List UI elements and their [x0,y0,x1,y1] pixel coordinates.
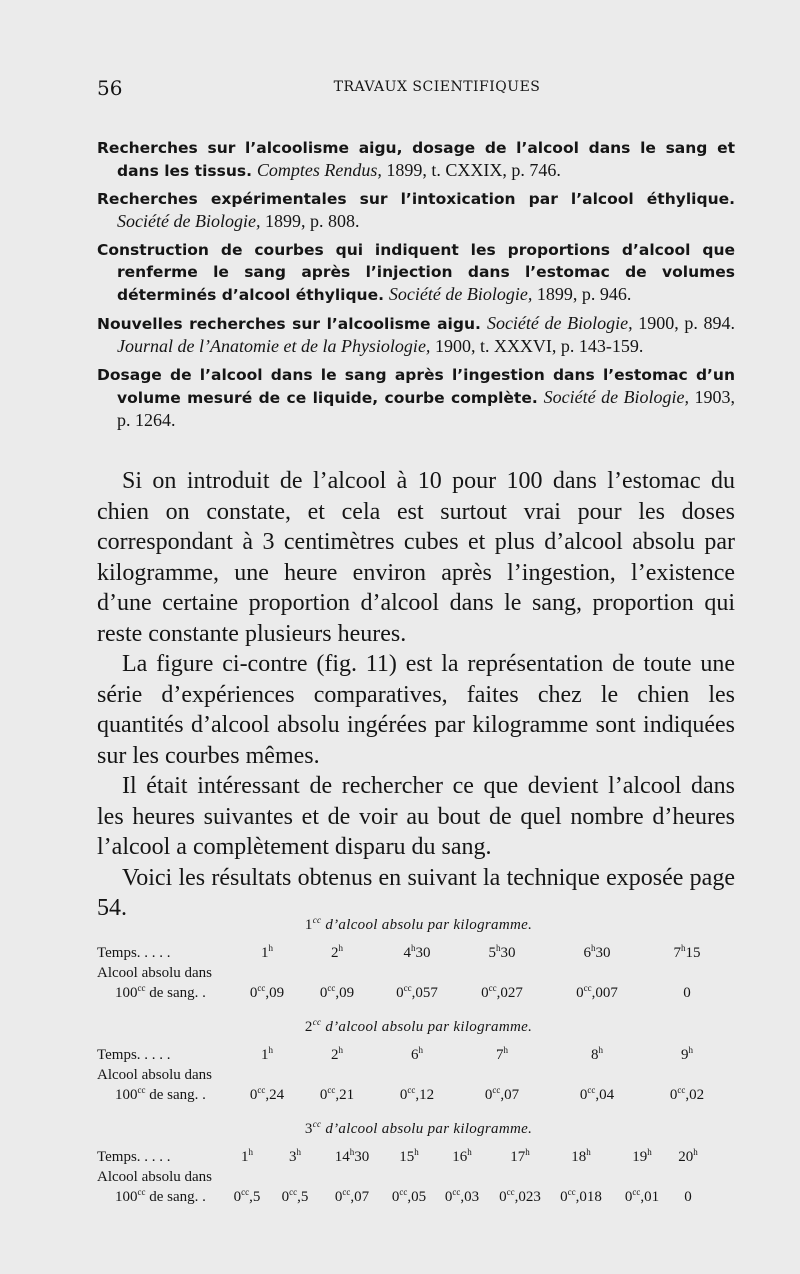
superscript: h [647,1147,652,1157]
time-cell: 1$^h$ [261,943,273,961]
superscript: cc [312,1119,322,1129]
row-label: Alcool absolu dans [97,1067,212,1083]
time-cell: 15$^h$ [399,1147,419,1165]
superscript: h [268,943,273,953]
spacer [97,1139,740,1147]
value-cell: $0^{cc},09$ [249,983,285,1001]
superscript: cc [407,1085,416,1095]
value-cell: $0^{cc},21$ [319,1085,355,1103]
superscript: cc [257,983,266,993]
value-cell: $0^{cc},007$ [576,983,618,1001]
time-row [97,1147,740,1167]
label-row [97,963,740,983]
superscript: cc [327,983,336,993]
superscript: h [681,943,686,953]
superscript: cc [312,1017,322,1027]
superscript: h [586,1147,591,1157]
page-header [97,76,777,100]
reference-title: Recherches expérimentales sur l’intoxication par l’alcool éthylique. [97,190,735,208]
superscript: h [248,1147,253,1157]
superscript: h [693,1147,698,1157]
superscript: cc [399,1187,408,1197]
row-label: Temps. . . . . [97,1149,171,1165]
superscript: h [591,943,596,953]
reference-source: Société de Biologie, [486,313,633,333]
superscript: h [338,1045,343,1055]
paragraph: Voici les résultats obtenus en suivant la technique exposée page 54. [97,864,735,921]
superscript: cc [488,983,497,993]
time-cell: 6$^h$ [411,1045,423,1063]
page-number: 56 [97,76,123,100]
row-label: $100^{cc}$ de sang. . [115,1187,206,1205]
superscript: cc [583,983,592,993]
reference-item [97,239,735,306]
superscript: cc [137,983,146,993]
spacer [97,935,740,943]
reference-source: Société de Biologie, [388,284,533,304]
results-table [97,1119,740,1207]
time-cell: 3$^h$ [289,1147,301,1165]
value-cell: $0^{cc},05$ [391,1187,427,1205]
superscript: cc [257,1085,266,1095]
time-cell: 7$^h$15 [673,943,701,961]
time-cell: 1$^h$ [241,1147,253,1165]
time-cell: 7$^h$ [496,1045,508,1063]
row-label: Alcool absolu dans [97,965,212,981]
reference-title: Dosage de l’alcool dans le sang après l’ingestion dans l’estomac d’un volume mesuré de ce liquide, courbe complète. [97,366,735,407]
reference-source: Société de Biologie, [117,211,261,231]
reference-details: 1903, p. 1264. [117,387,736,430]
reference-item [97,312,735,358]
row-label: Alcool absolu dans [97,1169,212,1185]
table-caption: $3^{cc}$ d’alcool absolu par kilogramme. [304,1119,533,1137]
reference-details: 1899, p. 946. [532,284,632,304]
superscript: h [349,1147,355,1157]
superscript: cc [289,1187,298,1197]
time-cell: 17$^h$ [510,1147,530,1165]
superscript: h [411,943,416,953]
time-cell: 16$^h$ [452,1147,472,1165]
value-cell: $0^{cc},5$ [233,1187,261,1205]
superscript: h [598,1045,603,1055]
value-row [97,1187,740,1207]
row-label: $100^{cc}$ de sang. . [115,983,206,1001]
row-label: $100^{cc}$ de sang. . [115,1085,206,1103]
table-caption: $1^{cc}$ d’alcool absolu par kilogramme. [304,915,533,933]
time-cell: 1$^h$ [261,1045,273,1063]
value-row [97,983,740,1003]
table-caption: $2^{cc}$ d’alcool absolu par kilogramme. [304,1017,533,1035]
value-cell: $0^{cc},03$ [444,1187,480,1205]
reference-item [97,137,735,182]
superscript: cc [506,1187,515,1197]
time-row [97,943,740,963]
time-cell: 2$^h$ [331,943,343,961]
label-row [97,1065,740,1085]
superscript: cc [587,1085,596,1095]
reference-source: Journal de l’Anatomie et de la Physiologie, [117,336,431,356]
superscript: h [467,1147,472,1157]
results-table [97,915,740,1003]
time-cell: 5$^h$30 [488,943,516,961]
superscript: h [525,1147,530,1157]
spacer [97,1037,740,1045]
dose-number: 3 [304,1121,313,1137]
label-row [97,1167,740,1187]
superscript: cc [327,1085,336,1095]
row-label: Temps. . . . . [97,1047,171,1063]
value-cell: $0^{cc},023$ [499,1187,541,1205]
reference-title: Recherches sur l’alcoolisme aigu, dosage de l’alcool dans le sang et dans les tissus. [97,139,735,180]
value-cell: $0^{cc},24$ [249,1085,285,1103]
time-cell: 6$^h$30 [583,943,611,961]
superscript: cc [241,1187,250,1197]
superscript: cc [403,983,412,993]
results-tables [97,915,740,1221]
reference-title: Construction de courbes qui indiquent les proportions d’alcool que renferme le sang après l’injection dans l’estomac de volumes déterminés d’alcool éthylique. [97,241,735,304]
superscript: h [496,943,501,953]
value-cell: $0^{cc},12$ [399,1085,435,1103]
superscript: cc [632,1187,641,1197]
value-cell: $0^{cc},01$ [624,1187,660,1205]
dose-number: 2 [304,1019,313,1035]
time-cell: 9$^h$ [681,1045,693,1063]
value-cell: $0^{cc},027$ [481,983,523,1001]
superscript: h [688,1045,693,1055]
paragraph: Si on introduit de l’alcool à 10 pour 100 dans l’estomac du chien on constate, et cela est surtout vrai pour les doses correspondant à 3 centimètres cubes et plus d’alcool absolu par kilogramme, une heure environ après l’ingestion, l’existence d’une certaine proportion d’alcool dans le sang, proportion qui reste constante plusieurs heures. [97,468,735,647]
reference-title: Nouvelles recherches sur l’alcoolisme aigu. [97,315,481,333]
time-cell: 4$^h$30 [403,943,431,961]
superscript: h [296,1147,301,1157]
time-row [97,1045,740,1065]
reference-details: 1900, t. XXXVI, p. 143-159. [430,336,644,356]
value-cell: $0^{cc},07$ [484,1085,520,1103]
reference-source: Société de Biologie, [543,387,690,407]
value-cell: $0^{cc},5$ [281,1187,309,1205]
value-cell: $0^{cc},07$ [334,1187,370,1205]
superscript: cc [452,1187,461,1197]
value-cell: $0^{cc},02$ [669,1085,705,1103]
value-cell: 0 [684,1189,692,1205]
reference-details: 1900, p. 894. [632,313,736,333]
paragraph: La figure ci-contre (fig. 11) est la représentation de toute une série d’expériences comparatives, faites chez le chien les quantités d’alcool absolu ingérées par kilogramme sont indiquées sur les courbes mêmes. [97,651,735,769]
time-cell: 14$^h$30 [334,1147,370,1165]
value-cell: $0^{cc},018$ [560,1187,602,1205]
reference-details: 1899, t. CXXIX, p. 746. [381,160,561,180]
value-cell: 0 [683,985,691,1001]
row-label: Temps. . . . . [97,945,171,961]
value-cell: $0^{cc},04$ [579,1085,615,1103]
reference-source: Comptes Rendus, [256,160,382,180]
results-table [97,1017,740,1105]
value-row [97,1085,740,1105]
time-cell: 2$^h$ [331,1045,343,1063]
reference-item [97,364,735,432]
value-cell: $0^{cc},09$ [319,983,355,1001]
dose-number: 1 [304,917,313,933]
superscript: cc [312,915,322,925]
superscript: cc [137,1187,146,1197]
time-cell: 8$^h$ [591,1045,603,1063]
time-cell: 19$^h$ [632,1147,652,1165]
time-cell: 18$^h$ [571,1147,591,1165]
superscript: h [414,1147,419,1157]
superscript: cc [567,1187,576,1197]
superscript: cc [342,1187,351,1197]
superscript: cc [677,1085,686,1095]
reference-details: 1899, p. 808. [260,211,360,231]
time-cell: 20$^h$ [678,1147,698,1165]
running-title: TRAVAUX SCIENTIFIQUES [333,79,541,95]
superscript: h [418,1045,423,1055]
superscript: h [503,1045,508,1055]
reference-item [97,188,735,233]
body-text [97,466,735,924]
superscript: cc [492,1085,501,1095]
superscript: h [338,943,343,953]
paragraph: Il était intéressant de rechercher ce que devient l’alcool dans les heures suivantes et de voir au bout de quel nombre d’heures l’alcool a complètement disparu du sang. [97,773,735,860]
value-cell: $0^{cc},057$ [396,983,438,1001]
bibliography [97,137,735,438]
superscript: h [268,1045,273,1055]
superscript: cc [137,1085,146,1095]
